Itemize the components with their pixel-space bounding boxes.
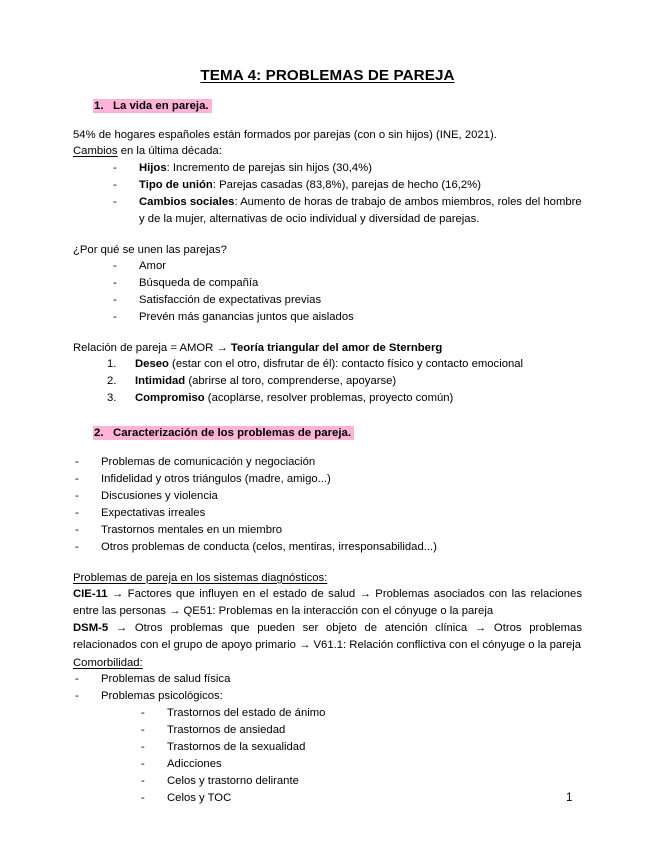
cie-paragraph <box>73 586 582 620</box>
why-list <box>73 258 582 326</box>
list-item: - Problemas de salud física <box>73 671 582 688</box>
section-heading-1 <box>73 99 582 114</box>
list-item: - Trastornos de ansiedad <box>73 722 582 739</box>
changes-term: Hijos <box>139 161 167 174</box>
list-item: - Trastornos del estado de ánimo <box>73 705 582 722</box>
sternberg-list <box>73 356 582 407</box>
changes-term: Tipo de unión <box>139 178 213 191</box>
list-item: - Adicciones <box>73 756 582 773</box>
list-item: - Satisfacción de expectativas previas <box>73 292 582 309</box>
list-item: - Infidelidad y otros triángulos (madre, amigo...) <box>73 471 582 488</box>
list-item: - Expectativas irreales <box>73 505 582 522</box>
dsm-label: DSM-5 <box>73 622 109 635</box>
relation-prefix: Relación de pareja = AMOR <box>73 341 217 354</box>
spacer <box>73 407 582 426</box>
list-item <box>73 373 582 390</box>
arrow-icon: → <box>216 341 231 354</box>
page-title: TEMA 4: PROBLEMAS DE PAREJA <box>200 67 455 84</box>
list-item: - Trastornos de la sexualidad <box>73 739 582 756</box>
spacer <box>73 228 582 242</box>
changes-text: : Incremento de parejas sin hijos (30,4%) <box>166 161 372 174</box>
spacer <box>73 556 582 570</box>
sternberg-term: Compromiso <box>135 392 205 405</box>
changes-text: : Parejas casadas (83,8%), parejas de hecho (16,2%) <box>212 178 481 191</box>
list-item <box>73 356 582 373</box>
section-2-label: Caracterización de los problemas de pareja. <box>113 427 352 440</box>
list-item: - Problemas de comunicación y negociación <box>73 454 582 471</box>
document-content <box>73 66 582 807</box>
sternberg-text: (estar con el otro, disfrutar de él): contacto físico y contacto emocional <box>168 358 524 371</box>
list-item: - Problemas psicológicos: <box>73 688 582 705</box>
sternberg-text: (abrirse al toro, comprenderse, apoyarse) <box>185 375 397 388</box>
section-1-number: 1. <box>94 100 104 112</box>
list-item <box>73 390 582 407</box>
changes-label-rest: en la última década: <box>117 145 222 158</box>
list-item: - Discusiones y violencia <box>73 488 582 505</box>
sternberg-term: Intimidad <box>135 375 186 388</box>
changes-term: Cambios sociales <box>139 195 235 208</box>
intro-paragraph: 54% de hogares españoles están formados por parejas (con o sin hijos) (INE, 2021). <box>73 128 497 141</box>
changes-label: Cambios <box>73 145 118 158</box>
cie-label: CIE-11 <box>73 588 108 601</box>
list-item: - Celos y TOC <box>73 790 582 807</box>
list-item: - Búsqueda de compañía <box>73 275 582 292</box>
list-item: - Celos y trastorno delirante <box>73 773 582 790</box>
changes-text: : Aumento de horas de trabajo de ambos miembros, roles del hombre y de la mujer, alternativas de ocio individual y diversidad de parejas. <box>139 195 582 225</box>
list-item: - Otros problemas de conducta (celos, mentiras, irresponsabilidad...) <box>73 539 582 556</box>
list-item: - Amor <box>73 258 582 275</box>
problem-list <box>73 454 582 556</box>
section-1-highlight <box>93 99 212 113</box>
cie-text: → Factores que influyen en el estado de salud → Problemas asociados con las relaciones entre las personas → QE51: Problemas en la interacción con el cónyuge o la pareja <box>73 588 582 618</box>
list-item <box>73 160 582 177</box>
list-item <box>73 194 582 228</box>
comorbidity-list <box>73 671 582 705</box>
section-heading-2 <box>73 426 582 441</box>
section-2-number: 2. <box>94 427 104 440</box>
spacer <box>73 326 582 340</box>
why-question: ¿Por qué se unen las parejas? <box>73 243 227 256</box>
section-1-label: La vida en pareja. <box>113 100 209 112</box>
list-item <box>73 177 582 194</box>
sternberg-term: Deseo <box>135 358 169 371</box>
page-number: 1 <box>566 792 573 804</box>
section-2-highlight <box>93 426 354 440</box>
dsm-text: → Otros problemas que pueden ser objeto de atención clínica → Otros problemas relacionados con el grupo de apoyo primario → V61.1: Relación conflictiva con el cónyuge o la pareja <box>73 622 582 652</box>
comorbidity-heading <box>73 655 582 671</box>
psychological-problems-list <box>73 705 582 807</box>
diagnostic-heading-text: Problemas de pareja en los sistemas diagnósticos: <box>73 571 328 584</box>
sternberg-text: (acoplarse, resolver problemas, proyecto común) <box>204 392 454 405</box>
list-item: - Prevén más ganancias juntos que aislados <box>73 309 582 326</box>
list-item: - Trastornos mentales en un miembro <box>73 522 582 539</box>
relation-line <box>73 340 582 356</box>
changes-list <box>73 160 582 228</box>
relation-theory: Teoría triangular del amor de Sternberg <box>230 341 443 354</box>
diagnostic-heading <box>73 570 582 586</box>
changes-label-line <box>73 143 582 159</box>
comorbidity-heading-text: Comorbilidad: <box>73 656 143 669</box>
dsm-paragraph <box>73 620 582 654</box>
